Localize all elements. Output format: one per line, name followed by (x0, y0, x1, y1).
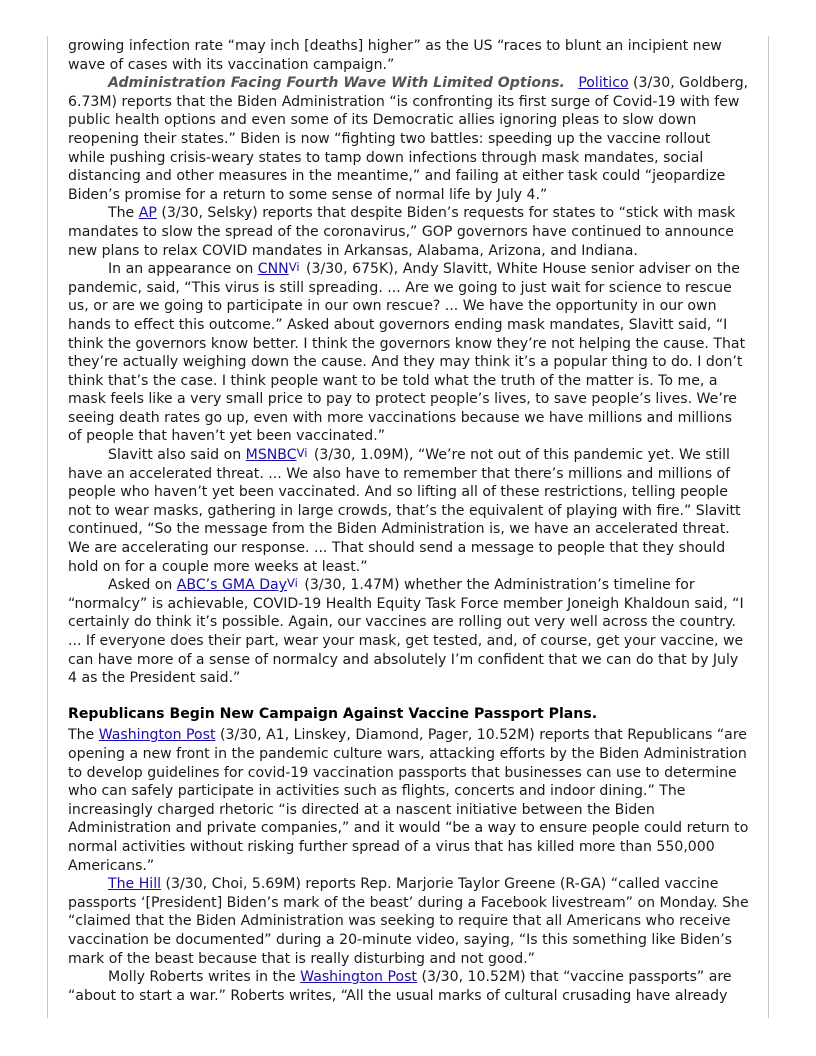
paragraph-politico: Administration Facing Fourth Wave With Limited Options. Politico (3/30, Goldberg, 6.73M) reports that the Biden Administration “is confronting its first surge of Covid-19 with few public health options and even some of its Democratic allies ignoring pleas to slow down reopening their states.” Biden is now “fighting two battles: speeding up the vaccine rollout while pushing crisis-weary states to tamp down infections through mask mandates, social distancing and other measures in the meantime,” and failing at either task could “jeopardize Biden’s promise for a return to some sense of normal life by July 4.” (68, 75, 749, 203)
washington-post-opinion-link[interactable]: Washington Post (300, 969, 417, 986)
the-hill-link[interactable]: The Hill (108, 876, 162, 893)
ap-link[interactable]: AP (138, 205, 157, 222)
paragraph-continuation: growing infection rate “may inch [deaths] higher” as the US “races to blunt an incipient new wave of cases with its vaccination campaign.” (68, 38, 722, 73)
paragraph-washington-post: The Washington Post (3/30, A1, Linskey, Diamond, Pager, 10.52M) reports that Republicans “are opening a new front in the pandemic culture wars, attacking efforts by the Biden Administration to develop guidelines for covid-19 vaccination passports that businesses can use to determine who can safely participate in activities such as flights, concerts and indoor dining.” The increasingly charged rhetoric “is directed at a nascent initiative between the Biden Administration and private companies,” and it would “be a way to ensure people could return to normal activities without risking further spread of a virus that has killed more than 550,000 Americans.” (68, 727, 749, 874)
left-margin-rule (47, 36, 48, 1018)
washington-post-link[interactable]: Washington Post (98, 727, 216, 744)
paragraph-abc: Asked on ABC’s GMA Day$^{Vi}$ (3/30, 1.47M) whether the Administration’s timeline for “normalcy” is achievable, COVID-19 Health Equity Task Force member Joneigh Khaldoun said, “I certainly do think it’s possible. Again, our vaccines are rolling out very well across the country. ... If everyone does their part, wear your mask, get tested, and, of course, get your vaccine, we can have more of a sense of normalcy and absolutely I’m confident that we can do that by July 4 as the President said.” (68, 576, 744, 687)
politico-link[interactable]: Politico (578, 75, 629, 92)
msnbc-video-marker[interactable]: Vi (296, 446, 308, 461)
paragraph-msnbc: Slavitt also said on MSNBC$^{Vi}$ (3/30, 1.09M), “We’re not out of this pandemic yet. We still have an accelerated threat. ... We also have to remember that there’s millions and millions of people who haven’t yet been vaccinated. And so lifting all of these restrictions, telling people not to wear masks, gathering in large crowds, that’s the equivalent of playing with fire.” Slavitt continued, “So the message from the Biden Administration is, we have an accelerated threat. We are accelerating our response. ... That should send a message to people that they should hold on for a couple more weeks at least.” (68, 446, 741, 575)
abc-gma-day-link[interactable]: ABC’s GMA Day (176, 577, 288, 594)
paragraph-the-hill: The Hill (3/30, Choi, 5.69M) reports Rep. Marjorie Taylor Greene (R-GA) “called vaccine passports ‘[President] Biden’s mark of the beast’ during a Facebook livestream” on Monday. She “claimed that the Biden Administration was seeking to require that all Americans who receive vaccination be documented” during a 20-minute video, saying, “Is this something like Biden’s mark of the beast because that is really disturbing and not good.” (68, 876, 749, 967)
right-margin-rule (768, 36, 769, 1018)
document-body (68, 37, 749, 1005)
cnn-video-marker[interactable]: Vi (288, 260, 300, 275)
paragraph-ap: The AP (3/30, Selsky) reports that despite Biden’s requests for states to “stick with mask mandates to slow the spread of the coronavirus,” GOP governors have continued to announce new plans to relax COVID mandates in Arkansas, Alabama, Arizona, and Indiana. (68, 205, 736, 259)
section-heading: Republicans Begin New Campaign Against Vaccine Passport Plans. (68, 705, 598, 722)
paragraph-roberts: Molly Roberts writes in the Washington Post (3/30, 10.52M) that “vaccine passports” are “about to start a war.” Roberts writes, “All the usual marks of cultural crusading have already (68, 969, 732, 1004)
story-lead-title: Administration Facing Fourth Wave With Limited Options. (108, 75, 565, 92)
msnbc-link[interactable]: MSNBC (245, 447, 297, 464)
abc-video-marker[interactable]: Vi (287, 576, 298, 591)
paragraph-cnn: In an appearance on CNN$^{Vi}$ (3/30, 675K), Andy Slavitt, White House senior adviser on the pandemic, said, “This virus is still spreading. ... Are we going to just wait for science to rescue us, or are we going to participate in our own rescue? ... We have the opportunity in our own hands to effect this outcome.” Asked about governors ending mask mandates, Slavitt said, “I think the governors know better. I think the governors know they’re not helping the cause. That they’re actually weighing down the cause. And they may think it’s a popular thing to do. I don’t think that’s the case. I think people want to be told what the truth of the matter is. To me, a mask feels like a very small price to pay to protect people’s lives, to save people’s lives. We’re seeing death rates go up, even with more vaccinations because we have millions and millions of people that haven’t yet been vaccinated.” (68, 260, 746, 445)
cnn-link[interactable]: CNN (257, 261, 289, 278)
